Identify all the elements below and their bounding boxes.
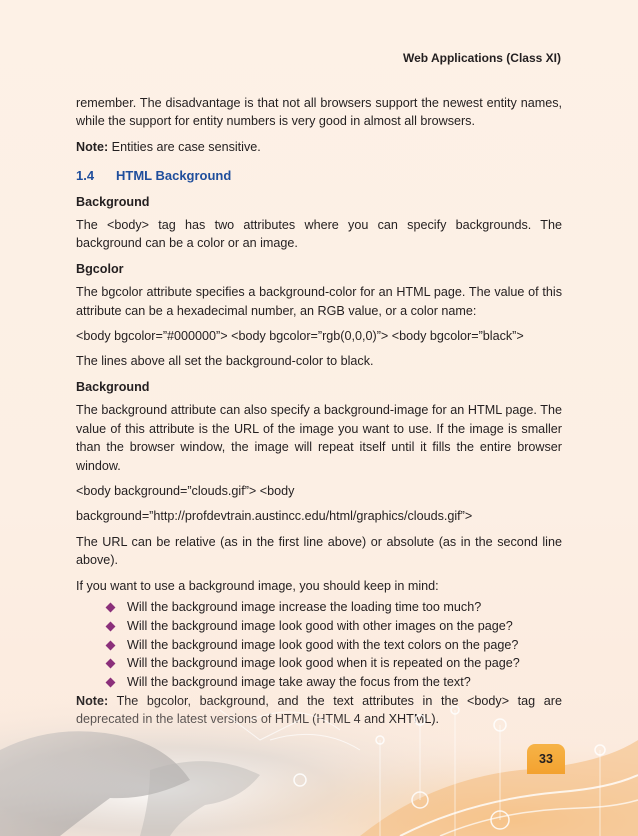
diamond-bullet-icon	[106, 659, 116, 669]
note-text: Entities are case sensitive.	[108, 139, 261, 154]
paragraph-background-image: The background attribute can also specify a background-image for an HTML page. The value of this attribute is the URL of the image you want to use. If the image is smaller than the browser window, the image will repeat itself until it fills the entire browser window.	[76, 403, 562, 473]
diamond-bullet-icon	[106, 640, 116, 650]
diamond-bullet-icon	[106, 602, 116, 612]
running-header: Web Applications (Class XI)	[402, 51, 561, 65]
page-content	[76, 94, 562, 729]
code-example-background-1: <body background=”clouds.gif”> <body	[76, 483, 295, 498]
section-number: 1.4	[76, 168, 95, 184]
paragraph-background: The <body> tag has two attributes where you can specify backgrounds. The background can be a color or an image.	[76, 218, 562, 251]
note-label: Note:	[76, 139, 109, 154]
diamond-bullet-icon	[106, 621, 116, 631]
subheading-background: Background	[76, 194, 150, 209]
paragraph-keep-in-mind: If you want to use a background image, you should keep in mind:	[76, 578, 439, 593]
list-item: Will the background image look good with the text colors on the page?	[104, 636, 562, 655]
section-title: HTML Background	[116, 168, 232, 184]
page-number: 33	[539, 752, 553, 766]
list-item: Will the background image look good when it is repeated on the page?	[104, 654, 562, 673]
note-entities	[76, 138, 562, 156]
paragraph-bgcolor: The bgcolor attribute specifies a background-color for an HTML page. The value of this attribute can be a hexadecimal number, an RGB value, or a color name:	[76, 285, 562, 318]
paragraph-url: The URL can be relative (as in the first line above) or absolute (as in the second line above).	[76, 534, 562, 568]
page-number-tab	[527, 744, 565, 774]
code-example-background-2: background=”http://profdevtrain.austincc.edu/html/graphics/clouds.gif”>	[76, 509, 473, 524]
subheading-background-image: Background	[76, 379, 150, 394]
paragraph-entities: remember. The disadvantage is that not all browsers support the newest entity names, while the support for entity numbers is very good in almost all browsers.	[76, 96, 562, 129]
list-item: Will the background image look good with other images on the page?	[104, 617, 562, 636]
subheading-bgcolor: Bgcolor	[76, 261, 124, 276]
considerations-list	[76, 598, 562, 692]
list-item: Will the background image increase the loading time too much?	[104, 598, 562, 617]
code-example-bgcolor: <body bgcolor=”#000000”> <body bgcolor=”rgb(0,0,0)”> <body bgcolor=”black”>	[76, 329, 524, 344]
paragraph-bgcolor-result: The lines above all set the background-color to black.	[76, 354, 374, 369]
section-heading	[76, 167, 562, 185]
